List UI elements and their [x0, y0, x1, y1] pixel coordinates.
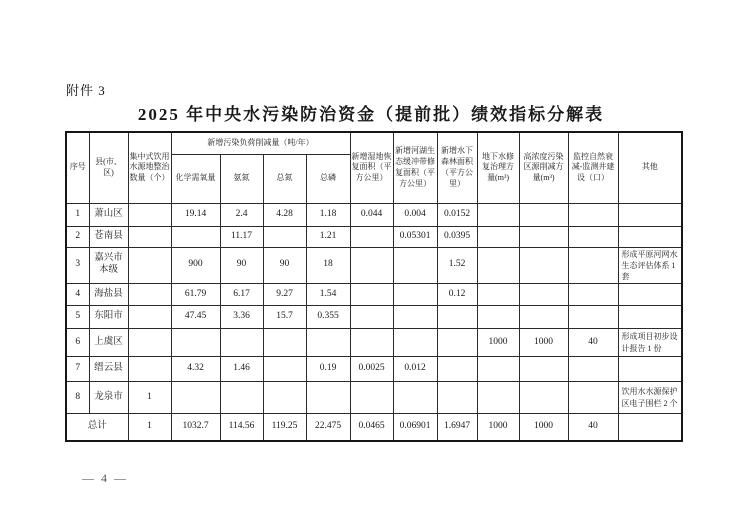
other-cell [618, 306, 682, 329]
indicator-table [65, 131, 683, 442]
table-cell: 0.012 [393, 357, 437, 382]
other-cell [618, 203, 682, 226]
table-cell [519, 382, 568, 414]
table-cell: 4.32 [171, 357, 220, 382]
table-cell: 0.12 [437, 284, 477, 306]
col-header-centralized-drinking-water: 集中式饮用水源地整治数量（个） [128, 132, 171, 203]
table-cell: 40 [568, 414, 618, 441]
table-cell: 0.044 [350, 203, 393, 226]
table-cell [263, 357, 306, 382]
table-cell: 1.18 [306, 203, 350, 226]
table-cell: 1000 [519, 414, 568, 441]
other-cell [618, 357, 682, 382]
table-cell: 15.7 [263, 306, 306, 329]
table-row [66, 284, 682, 306]
table-cell: 9.27 [263, 284, 306, 306]
col-header-total-phosphorus: 总磷 [306, 154, 350, 203]
header-row-group [66, 132, 682, 154]
table-cell [477, 357, 519, 382]
table-cell: 47.45 [171, 306, 220, 329]
table-cell [477, 203, 519, 226]
county-cell: 上虞区 [89, 329, 128, 357]
table-cell [519, 357, 568, 382]
table-cell [393, 284, 437, 306]
table-cell [128, 357, 171, 382]
table-cell [350, 306, 393, 329]
table-row [66, 329, 682, 357]
other-cell [618, 414, 682, 441]
table-row [66, 226, 682, 247]
table-cell [437, 306, 477, 329]
table-cell: 1.6947 [437, 414, 477, 441]
serial-cell: 1 [66, 203, 89, 226]
table-cell [350, 382, 393, 414]
table-cell [519, 203, 568, 226]
col-header-pollution-group: 新增污染负荷削减量（吨/年） [171, 132, 350, 154]
table-cell [568, 357, 618, 382]
table-cell [568, 203, 618, 226]
county-cell: 龙泉市 [89, 382, 128, 414]
table-row [66, 203, 682, 226]
table-cell: 2.4 [220, 203, 263, 226]
county-cell: 嘉兴市本级 [89, 247, 128, 284]
table-cell [263, 329, 306, 357]
serial-cell: 4 [66, 284, 89, 306]
table-cell: 0.0025 [350, 357, 393, 382]
table-row [66, 357, 682, 382]
table-cell [393, 329, 437, 357]
total-row [66, 414, 682, 441]
table-cell [568, 382, 618, 414]
table-cell: 0.06901 [393, 414, 437, 441]
table-cell: 22.475 [306, 414, 350, 441]
table-cell: 1032.7 [171, 414, 220, 441]
table-cell [128, 329, 171, 357]
table-cell: 1.46 [220, 357, 263, 382]
table-cell [350, 247, 393, 284]
table-cell [263, 382, 306, 414]
serial-cell: 6 [66, 329, 89, 357]
other-cell [618, 226, 682, 247]
table-cell [128, 306, 171, 329]
table-cell [220, 329, 263, 357]
table-cell: 1 [128, 414, 171, 441]
col-header-underwater-forest: 新增水下森林面积（平方公里） [437, 132, 477, 203]
table-cell: 19.14 [171, 203, 220, 226]
table-cell [171, 226, 220, 247]
table-cell: 18 [306, 247, 350, 284]
table-cell: 114.56 [220, 414, 263, 441]
col-header-monitoring-well: 监控自然衰减-监测井建设（口） [568, 132, 618, 203]
county-cell: 海盐县 [89, 284, 128, 306]
serial-cell: 5 [66, 306, 89, 329]
table-cell: 119.25 [263, 414, 306, 441]
table-cell: 1 [128, 382, 171, 414]
table-cell [128, 226, 171, 247]
table-cell [393, 247, 437, 284]
table-cell [171, 329, 220, 357]
table-cell [306, 382, 350, 414]
document-title: 2025 年中央水污染防治资金（提前批）绩效指标分解表 [137, 105, 605, 124]
attachment-label: 附件 3 [66, 83, 106, 98]
table-cell: 0.19 [306, 357, 350, 382]
col-header-wetland-area: 新增湿地恢复面积（平方公里） [350, 132, 393, 203]
table-cell [477, 382, 519, 414]
table-cell: 0.0395 [437, 226, 477, 247]
table-cell: 1000 [477, 329, 519, 357]
table-cell [519, 226, 568, 247]
col-header-groundwater-volume: 地下水修复治理方量(m³) [477, 132, 519, 203]
table-cell: 1000 [519, 329, 568, 357]
table-cell [350, 284, 393, 306]
table-cell: 3.36 [220, 306, 263, 329]
col-header-other: 其他 [618, 132, 682, 203]
table-cell [220, 382, 263, 414]
total-label-cell: 总计 [66, 414, 128, 441]
table-cell: 11.17 [220, 226, 263, 247]
table-cell [263, 226, 306, 247]
table-cell [519, 247, 568, 284]
table-cell [350, 226, 393, 247]
table-cell [128, 284, 171, 306]
table-cell [519, 306, 568, 329]
table-cell [437, 329, 477, 357]
table-cell [306, 329, 350, 357]
serial-cell: 3 [66, 247, 89, 284]
col-header-total-nitrogen: 总氮 [263, 154, 306, 203]
table-cell: 1000 [477, 414, 519, 441]
table-cell [128, 247, 171, 284]
table-cell [568, 306, 618, 329]
other-cell: 饮用水水源保护区电子围栏 2 个 [618, 382, 682, 414]
table-cell [350, 329, 393, 357]
serial-cell: 8 [66, 382, 89, 414]
table-cell [568, 247, 618, 284]
table-cell [477, 247, 519, 284]
table-cell: 90 [263, 247, 306, 284]
table-cell [437, 382, 477, 414]
table-cell: 6.17 [220, 284, 263, 306]
page-number: — 4 — [82, 471, 128, 485]
table-row [66, 382, 682, 414]
table-cell: 0.05301 [393, 226, 437, 247]
table-cell [393, 382, 437, 414]
serial-cell: 2 [66, 226, 89, 247]
table-cell: 900 [171, 247, 220, 284]
col-header-high-concentration-volume: 高浓度污染区源削减方量(m³) [519, 132, 568, 203]
county-cell: 东阳市 [89, 306, 128, 329]
table-cell: 0.0465 [350, 414, 393, 441]
table-cell [568, 284, 618, 306]
col-header-serial: 序号 [66, 132, 89, 203]
table-cell [519, 284, 568, 306]
table-cell: 0.0152 [437, 203, 477, 226]
col-header-county: 县(市、区) [89, 132, 128, 203]
table-cell [477, 284, 519, 306]
table-cell [477, 226, 519, 247]
col-header-cod: 化学需氧量 [171, 154, 220, 203]
table-cell: 0.355 [306, 306, 350, 329]
table-cell: 1.52 [437, 247, 477, 284]
county-cell: 缙云县 [89, 357, 128, 382]
table-cell: 90 [220, 247, 263, 284]
table-cell: 40 [568, 329, 618, 357]
table-cell [568, 226, 618, 247]
table-cell [171, 382, 220, 414]
col-header-ammonia-nitrogen: 氨氮 [220, 154, 263, 203]
serial-cell: 7 [66, 357, 89, 382]
table-cell [393, 306, 437, 329]
county-cell: 萧山区 [89, 203, 128, 226]
table-cell [128, 203, 171, 226]
col-header-river-lake-buffer: 新增河湖生态缓冲带修复面积（平方公里） [393, 132, 437, 203]
table-cell: 1.54 [306, 284, 350, 306]
other-cell: 形成项目初步设计报告 1 份 [618, 329, 682, 357]
table-cell [477, 306, 519, 329]
county-cell: 苍南县 [89, 226, 128, 247]
table-cell: 0.004 [393, 203, 437, 226]
table-cell [437, 357, 477, 382]
other-cell: 形成平原河网水生态评估体系 1 套 [618, 247, 682, 284]
table-cell: 1.21 [306, 226, 350, 247]
other-cell [618, 284, 682, 306]
table-cell: 61.79 [171, 284, 220, 306]
table-row [66, 247, 682, 284]
table-cell: 4.28 [263, 203, 306, 226]
table-row [66, 306, 682, 329]
